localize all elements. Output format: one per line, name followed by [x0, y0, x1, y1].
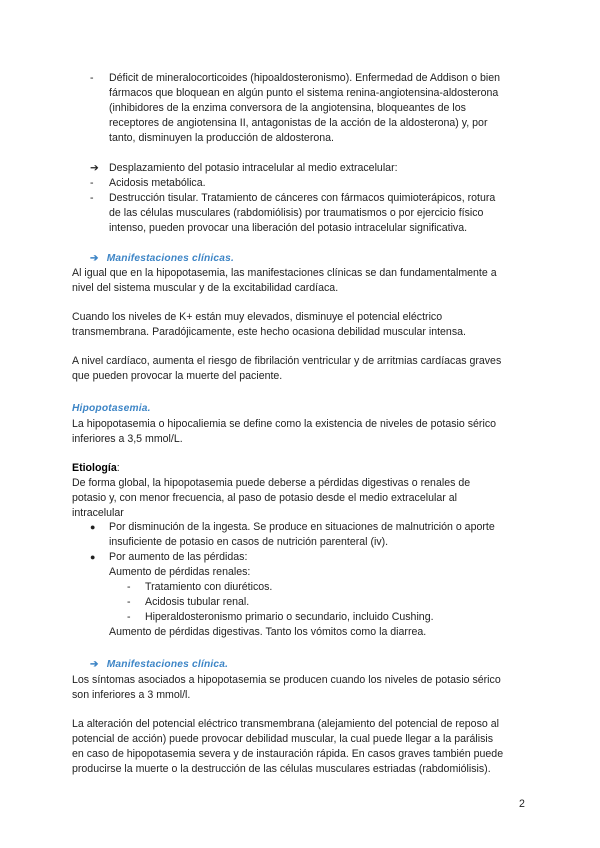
etiologia-label: Etiología — [72, 462, 117, 474]
text-line: Hiperaldosteronismo primario o secundario, incluido Cushing. — [145, 611, 434, 623]
arrow-icon: ➔ — [90, 659, 99, 670]
text-line: de las células musculares (rabdomiólisis) por traumatismos o por ejercicio físico — [109, 207, 484, 219]
section-heading — [90, 657, 228, 672]
text-line: Los síntomas asociados a hipopotasemia se producen cuando los niveles de potasio sérico — [72, 674, 501, 686]
text-line: que pueden provocar la muerte del paciente. — [72, 370, 283, 382]
text-line: intenso, pueden provocar una liberación del potasio intracelular significativa. — [109, 222, 468, 234]
text-line: Aumento de pérdidas renales: — [109, 566, 251, 578]
text-line: Déficit de mineralocorticoides (hipoaldosteronismo). Enfermedad de Addison o bien — [109, 72, 501, 84]
text-line: transmembrana. Paradójicamente, este hecho ocasiona debilidad muscular intensa. — [72, 326, 466, 338]
text-line: La alteración del potencial eléctrico transmembrana (alejamiento del potencial de reposo al — [72, 718, 499, 730]
text-line: Por disminución de la ingesta. Se produce en situaciones de malnutrición o aporte — [109, 521, 495, 533]
page-number: 2 — [519, 798, 525, 810]
text-line: intracelular — [72, 507, 124, 519]
text-line: Aumento de pérdidas digestivas. Tanto los vómitos como la diarrea. — [109, 626, 427, 638]
dash-marker: - — [127, 581, 131, 593]
text-line: en caso de hipopotasemia severa y de instauración rápida. En casos graves también puede — [72, 748, 504, 760]
section-heading — [90, 251, 234, 266]
text-line: Cuando los niveles de K+ están muy elevados, disminuye el potencial eléctrico — [72, 311, 443, 323]
text-line: receptores de angiotensina II, antagonistas de la acción de la aldosterona) y, por — [109, 117, 488, 129]
text-line: La hipopotasemia o hipocaliemia se define como la existencia de niveles de potasio sérico — [72, 418, 497, 430]
text-line: fármacos que bloquean en algún punto el sistema renina-angiotensina-aldosterona — [109, 87, 499, 99]
text-line: tanto, disminuyen la producción de aldosterona. — [109, 132, 334, 144]
text-line: Tratamiento con diuréticos. — [145, 581, 273, 593]
dash-marker: - — [90, 72, 94, 84]
text-line: Al igual que en la hipopotasemia, las manifestaciones clínicas se dan fundamentalmente a — [72, 267, 497, 279]
section-heading: Hipopotasemia. — [72, 403, 151, 414]
bullet-marker: ● — [90, 552, 96, 562]
text-line: Acidosis tubular renal. — [145, 596, 250, 608]
text-line: (inhibidores de la enzima conversora de la angiotensina, bloqueantes de los — [109, 102, 466, 114]
text-line: insuficiente de potasio en casos de nutrición parenteral (iv). — [109, 536, 389, 548]
heading-text: Manifestaciones clínica. — [106, 659, 229, 670]
text-line: potasio y, con menor frecuencia, al paso de potasio desde el medio extracelular al — [72, 492, 457, 504]
text-line: inferiores a 3,5 mmol/L. — [72, 433, 183, 445]
text-line: producirse la muerte o la destrucción de las células musculares estriadas (rabdomiólisis). — [72, 763, 491, 775]
etiologia-heading — [72, 461, 120, 476]
text-line: De forma global, la hipopotasemia puede deberse a pérdidas digestivas o renales de — [72, 477, 471, 489]
text-line: son inferiores a 3 mmol/l. — [72, 689, 191, 701]
arrow-icon: ➔ — [90, 162, 99, 174]
bullet-marker: ● — [90, 522, 96, 532]
dash-marker: - — [90, 177, 94, 189]
text-line: A nivel cardíaco, aumenta el riesgo de fibrilación ventricular y de arritmias cardíacas graves — [72, 355, 502, 367]
dash-marker: - — [127, 611, 131, 623]
text-line: Desplazamiento del potasio intracelular al medio extracelular: — [109, 162, 398, 174]
heading-text: Manifestaciones clínicas. — [106, 253, 235, 264]
etiologia-colon: : — [116, 462, 120, 474]
dash-marker: - — [127, 596, 131, 608]
text-line: Por aumento de las pérdidas: — [109, 551, 248, 563]
text-line: potencial de acción) puede provocar debilidad muscular, la cual puede llegar a la parálisis — [72, 733, 494, 745]
text-line: nivel del sistema muscular y de la excitabilidad cardíaca. — [72, 282, 339, 294]
arrow-icon: ➔ — [90, 253, 99, 264]
text-line: Acidosis metabólica. — [109, 177, 206, 189]
text-line: Destrucción tisular. Tratamiento de cánceres con fármacos quimioterápicos, rotura — [109, 192, 496, 204]
dash-marker: - — [90, 192, 94, 204]
